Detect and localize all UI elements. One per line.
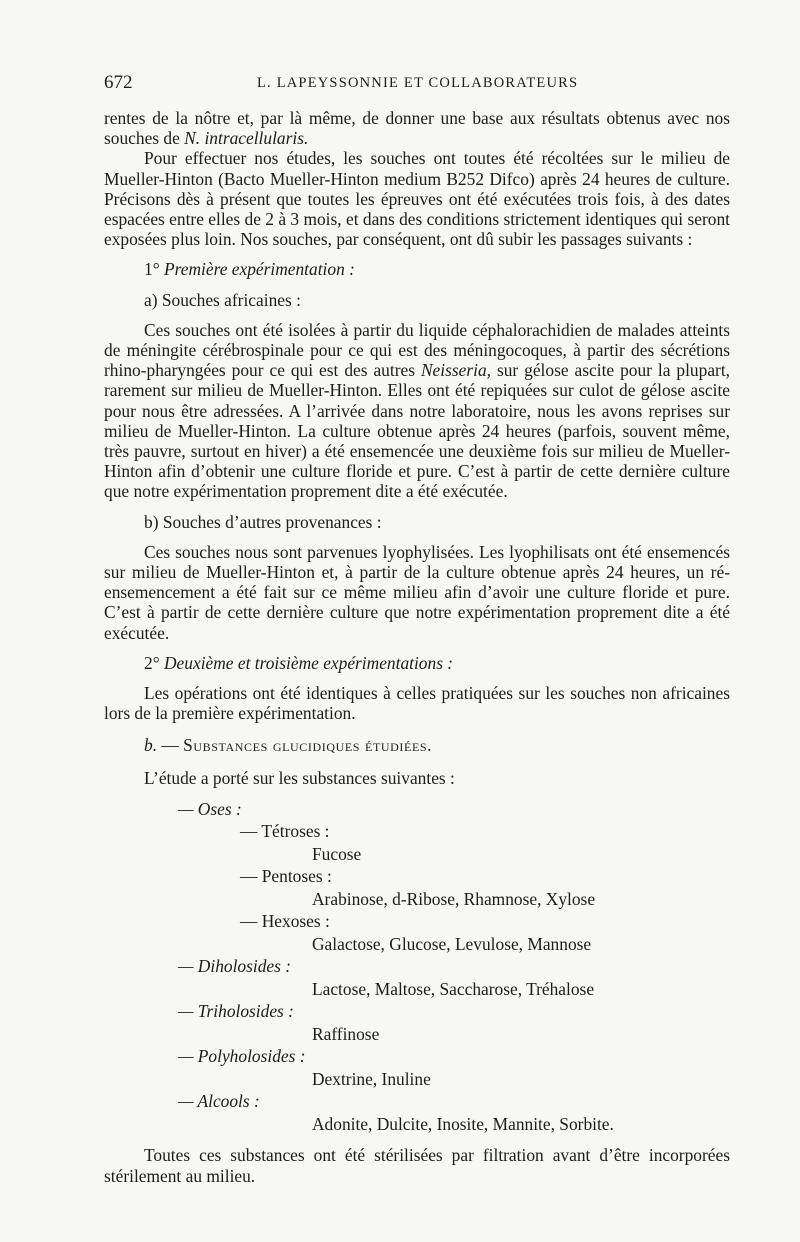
paragraph-intro: Pour effectuer nos études, les souches ont toutes été récoltées sur le milieu de Mueller-Hinton (Bacto Mueller-Hinton medium B252 Difco) après 24 heures de culture. Précisons dès à présent que toutes les épreuves ont été exécutées trois fois, à des dates espacées entre elles de 2 à 3 mois, et dans des conditions strictement identiques qui seront exposées plus loin. Nos souches, par conséquent, ont dû subir les passages suivants :	[104, 148, 730, 250]
body-text	[104, 108, 730, 1186]
heading-other-strains: b) Souches d’autres provenances :	[144, 511, 382, 532]
page-number: 672	[104, 72, 133, 93]
running-head: L. LAPEYSSONNIE ET COLLABORATEURS	[257, 75, 579, 91]
species-name: N. intracellularis.	[184, 128, 309, 149]
list-item-alcools: — Alcools :	[178, 1091, 260, 1112]
list-item-triholosides: — Triholosides :	[178, 1001, 294, 1022]
list-item-hexoses: — Hexoses :	[240, 911, 330, 932]
substances-list	[104, 798, 730, 1136]
list-item-alcools-values: Adonite, Dulcite, Inosite, Mannite, Sorbite.	[312, 1113, 614, 1134]
list-item-polyholosides-values: Dextrine, Inuline	[312, 1068, 431, 1089]
list-item-hexoses-values: Galactose, Glucose, Levulose, Mannose	[312, 933, 592, 954]
heading-first-experiment: 1° Première expérimentation :	[144, 259, 355, 280]
list-item-oses: — Oses :	[178, 798, 242, 819]
heading-second-experiments: 2° Deuxième et troisième expérimentations :	[144, 652, 454, 673]
list-item-diholosides-values: Lactose, Maltose, Saccharose, Tréhalose	[312, 978, 595, 999]
paragraph-final: Toutes ces substances ont été stérilisées par filtration avant d’être incorporées stérilement au milieu.	[104, 1145, 730, 1186]
page-header	[104, 72, 730, 96]
heading-african-strains: a) Souches africaines :	[144, 289, 301, 310]
list-item-tetroses: — Tétroses :	[240, 821, 330, 842]
list-item-diholosides: — Diholosides :	[178, 956, 292, 977]
list-item-tetroses-values: Fucose	[312, 843, 362, 864]
paragraph-other-strains: Ces souches nous sont parvenues lyophylisées. Les lyophilisats ont été ensemencés sur milieu de Mueller-Hinton et, à partir de la culture obtenue après 24 heures, un ré-ensemencement a été fait sur ce même milieu afin d’avoir une culture floride et pure. C’est à partir de cette dernière culture que notre expérimentation proprement dite a été exécutée.	[104, 541, 730, 643]
paragraph-african-strains: Ces souches ont été isolées à partir du liquide céphalorachidien de malades atteints de méningite cérébrospinale pour ce qui est des méningocoques, à partir des sécrétions rhino-pharyngées pour ce qui est des autres Neisseria, sur gélose ascite pour la plupart, rarement sur milieu de Mueller-Hinton. Elles ont été repiquées sur culot de gélose ascite pour nous être adressées. A l’arrivée dans notre laboratoire, nous les avons reprises sur milieu de Mueller-Hinton. La culture obtenue après 24 heures (parfois, souvent même, très pauvre, surtout en hiver) a été ensemencée une deuxième fois sur milieu de Mueller-Hinton afin d’obtenir une culture floride et pure. C’est à partir de cette dernière culture que notre expérimentation proprement dite a été exécutée.	[104, 319, 731, 502]
paragraph-study-intro: L’étude a porté sur les substances suivantes :	[144, 767, 455, 788]
section-heading-substances: b. — Substances glucidiques étudiées.	[144, 735, 433, 756]
list-item-pentoses: — Pentoses :	[240, 866, 332, 887]
paragraph-continuation: rentes de la nôtre et, par là même, de donner une base aux résultats obtenus avec nos souches de N. intracellularis.	[104, 108, 730, 149]
paragraph-second-experiments: Les opérations ont été identiques à celles pratiquées sur les souches non africaines lors de la première expérimentation.	[104, 683, 730, 724]
list-item-triholosides-values: Raffinose	[312, 1023, 380, 1044]
list-item-pentoses-values: Arabinose, d-Ribose, Rhamnose, Xylose	[312, 888, 596, 909]
list-item-polyholosides: — Polyholosides :	[178, 1046, 306, 1067]
